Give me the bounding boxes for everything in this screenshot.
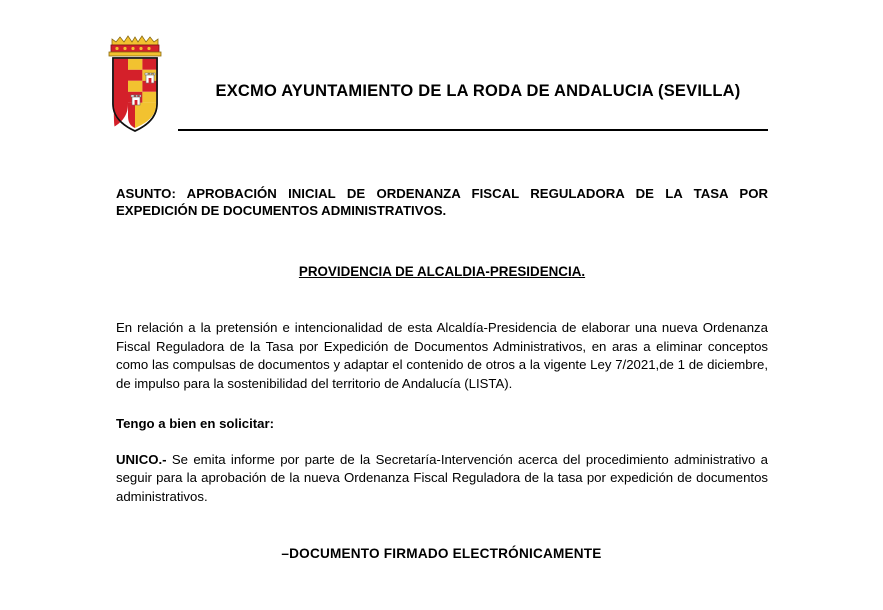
paragraph-intro: En relación a la pretensión e intencionalidad de esta Alcaldía-Presidencia de elaborar una nueva Ordenanza Fiscal Reguladora de la Tasa por Expedición de Documentos Administrativos, en aras a eliminar conceptos como las compulsas de documentos y adaptar el contenido de otros a la vigente Ley 7/2021,de 1 de diciembre, de impulso para la sostenibilidad del territorio de Andalucía (LISTA).: [116, 319, 768, 391]
header-divider: [178, 129, 768, 131]
subject-line: ASUNTO: APROBACIÓN INICIAL DE ORDENANZA FISCAL REGULADORA DE LA TASA POR EXPEDICIÓN DE DOCUMENTOS ADMINISTRATIVOS.: [116, 186, 768, 218]
document-body: [116, 186, 768, 507]
clause-label: UNICO.-: [116, 451, 167, 467]
document-heading: PROVIDENCIA DE ALCALDIA-PRESIDENCIA.: [298, 263, 586, 279]
document-header: [0, 0, 883, 160]
clause-unico: [116, 451, 768, 507]
coat-of-arms-icon: [104, 28, 166, 133]
request-line: Tengo a bien en solicitar:: [116, 415, 275, 431]
signature-footer: –DOCUMENTO FIRMADO ELECTRÓNICAMENTE: [281, 546, 602, 561]
clause-text: Se emita informe por parte de la Secretaría-Intervención acerca del procedimiento administrativo a seguir para la aprobación de la nueva Ordenanza Fiscal Reguladora de la tasa por expedición de documentos administrativos.: [116, 451, 768, 505]
page-title: EXCMO AYUNTAMIENTO DE LA RODA DE ANDALUCIA (SEVILLA): [215, 82, 741, 100]
